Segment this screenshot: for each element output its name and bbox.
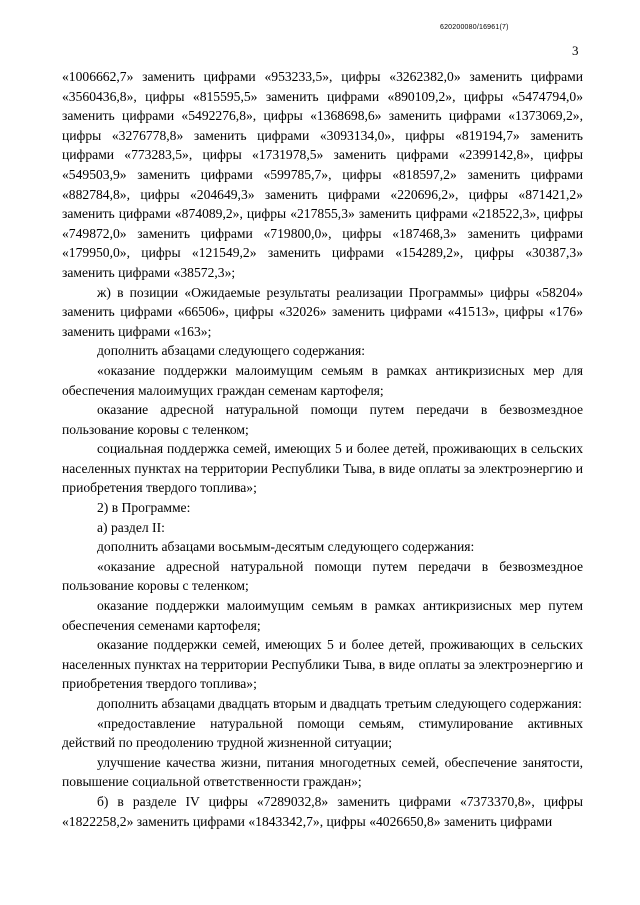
page-number: 3 — [572, 43, 579, 58]
document-body — [62, 67, 583, 831]
paragraph-9: дополнить абзацами восьмым-десятым следующего содержания: — [97, 539, 475, 555]
paragraph-1: «1006662,7» заменить цифрами «953233,5», цифры «3262382,0» заменить цифрами «3560436,8», цифры «815595,5» заменить цифрами «890109,2», цифры «5474794,0» заменить цифрами «5492276,8», цифры «1368698,6» заменить цифрами «1373069,2», цифры «3276778,8» заменить цифрами «3093134,0», цифры «819194,7» заменить цифрами «773283,5», цифры «1731978,5» заменить цифрами «2399142,8», цифры «549503,9» заменить цифрами «599785,7», цифры «818597,2» заменить цифрами «882784,8», цифры «204649,3» заменить цифрами «220696,2», цифры «871421,2» заменить цифрами «874089,2», цифры «217855,3» заменить цифрами «218522,3», цифры «749872,0» заменить цифрами «719800,0», цифры «187468,3» заменить цифрами «179950,0», цифры «121549,2» заменить цифрами «154289,2», цифры «30387,3» заменить цифрами «38572,3»; — [62, 69, 583, 280]
paragraph-16: б) в разделе IV цифры «7289032,8» заменить цифрами «7373370,8», цифры «1822258,2» заменить цифрами «1843342,7», цифры «4026650,8» заменить цифрами — [62, 793, 583, 829]
paragraph-3: дополнить абзацами следующего содержания: — [97, 343, 366, 359]
paragraph-13: дополнить абзацами двадцать вторым и двадцать третьим следующего содержания: — [97, 696, 582, 711]
paragraph-4: «оказание поддержки малоимущим семьям в рамках антикризисных мер для обеспечения малоимущих граждан семенам картофеля; — [62, 362, 583, 398]
paragraph-10: «оказание адресной натуральной помощи путем передачи в безвозмездное пользование коровы с теленком; — [62, 558, 583, 594]
paragraph-2: ж) в позиции «Ожидаемые результаты реализации Программы» цифры «58204» заменить цифрами «66506», цифры «32026» заменить цифрами «41513», цифры «176» заменить цифрами «163»; — [62, 284, 583, 339]
paragraph-5: оказание адресной натуральной помощи путем передачи в безвозмездное пользование коровы с теленком; — [62, 402, 583, 437]
paragraph-15: улучшение качества жизни, питания многодетных семей, обеспечение занятости, повышение социальной ответственности граждан»; — [62, 754, 583, 790]
document-barcode-number: 620200080/16961(7) — [440, 24, 509, 31]
paragraph-7: 2) в Программе: — [97, 500, 191, 516]
paragraph-12: оказание поддержки семей, имеющих 5 и более детей, проживающих в сельских населенных пунктах на территории Республики Тыва, в виде оплаты за электроэнергию и приобретения твердого топлива»; — [62, 637, 583, 692]
paragraph-6: социальная поддержка семей, имеющих 5 и более детей, проживающих в сельских населенных пунктах на территории Республики Тыва, в виде оплаты за электроэнергию и приобретения твердого топлива»; — [62, 441, 583, 496]
paragraph-14: «предоставление натуральной помощи семьям, стимулирование активных действий по преодолению трудной жизненной ситуации; — [62, 715, 583, 751]
paragraph-8: а) раздел II: — [97, 519, 165, 535]
paragraph-11: оказание поддержки малоимущим семьям в рамках антикризисных мер путем обеспечения семенами картофеля; — [62, 598, 583, 633]
